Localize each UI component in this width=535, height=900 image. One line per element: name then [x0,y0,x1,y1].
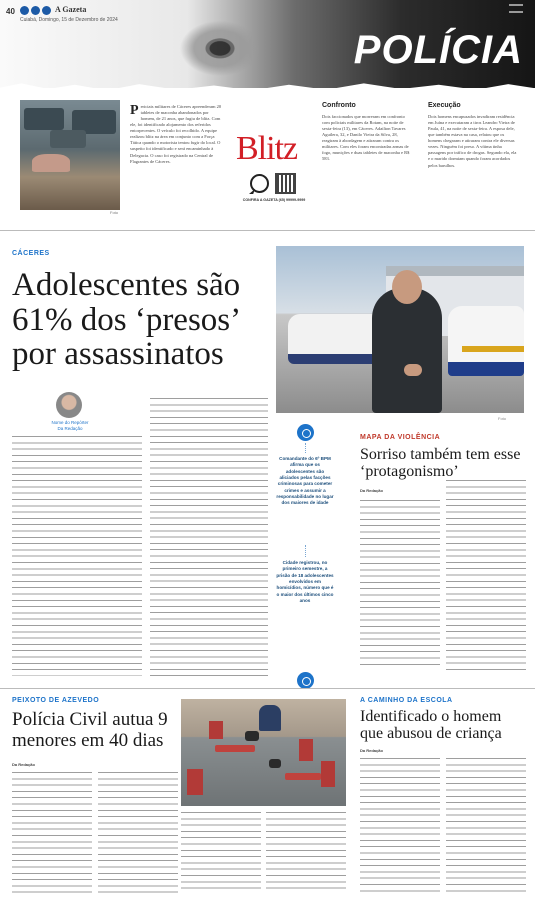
bottom-left-byline: Da Redação [12,762,35,767]
bottom-right-byline: Da Redação [360,748,383,753]
info-icon [297,672,314,689]
main-kicker: CÁCERES [12,250,50,257]
main-byline [30,420,110,432]
bottom-mid-col-1 [181,812,261,894]
newspaper-logo-icon [20,6,51,15]
section-header [0,0,535,88]
seized-drugs-photo [20,100,120,210]
police-officer-photo [276,246,524,413]
brief-lede [130,104,222,165]
bottom-mid-col-2 [266,812,346,894]
section-title: POLÍCIA [353,28,523,72]
qr-code-icon [275,173,296,194]
confronto-text: Dois faccionados que morreram em confronto com policiais militares da Rotam, na noite de sexta-feira (13), em Cáceres. Adailton Tavares Aguilera, 32, e Danilo Vieira da Silva, 28, reagiram à abordagem e atiraram contra os militares. Com eles foram encontradas armas de fogo, munições e duas tabletes de maconha e R$ 583. [322,114,410,162]
side-body-col-2 [446,480,526,670]
briefs-strip [0,96,535,226]
byline-name: Nome do Repórter [51,420,89,425]
brief-lede-text: ericiais militares de Cáceres apreenderam 20 tabletes de maconha abandonados por homem, de 21 anos, que fugiu de blitz. Com ele, foi identificado alojamento dos referidos entorpecentes. O veículo foi recolhido. A equipe realizou blitz na área em conjunto com a Força Tática quando o motorista tentou fugir do local. O suspeito foi identificado e será encaminhado à Delegacia. O caso foi registrado na Central de Flagrantes de Cáceres. [130,104,222,164]
bottom-right-kicker: A CAMINHO DA ESCOLA [360,697,453,704]
whatsapp-icon [250,174,269,193]
callout-1: Comandante do 6º BPM afirma que os adolescentes são aliciados pelas facções criminosas para cometer crimes e assumir a responsabilidade no lugar dos maiores de idade [276,456,334,506]
drug-bundles [32,154,70,172]
brief-photo-credit: Foto [110,210,119,215]
confronto-title: Confronto [322,102,356,109]
side-body-col-1 [360,500,440,670]
dateline: Cuiabá, Domingo, 15 de Dezembro de 2024 [20,17,118,23]
blitz-caption: CONFIRA A GAZETA (65) 99999-9999 [242,198,306,202]
bottom-right-headline: Identificado o homem que abusou de criança [360,708,502,743]
main-body-col-1 [12,436,142,676]
bottom-right-col-1 [360,758,440,894]
header-eye-image [150,0,290,88]
bottom-left-headline: Polícia Civil autua 9 menores em 40 dias [12,709,168,751]
bottom-right-col-2 [446,758,526,894]
main-body-col-2-end [150,650,268,670]
side-kicker: MAPA DA VIOLÊNCIA [360,434,441,441]
callout-2: Cidade registrou, no primeiro semestre, a prisão de 18 adolescentes envolvidos em homicídios, número que é o maior dos últimos cinco anos [276,560,334,603]
blitz-logo: Blitz [236,130,298,167]
main-body-col-2 [150,398,268,676]
bottom-left-col-1 [12,772,92,894]
side-byline: Da Redação [360,488,383,493]
divider [0,688,535,689]
dropcap: P [130,103,139,118]
divider [0,230,535,231]
dotted-divider [305,545,306,557]
main-headline: Adolescentes são 61% dos ‘presos’ por assassinatos [12,267,241,373]
page-number: 40 [6,7,15,16]
bottom-left-col-2 [98,772,178,894]
corner-mark-icon [509,4,523,13]
side-headline: Sorriso também tem esse ‘protagonismo’ [360,446,521,481]
dotted-divider [305,443,306,453]
main-photo-credit: Foto [498,416,507,421]
byline-role: Da Redação [57,425,83,431]
newspaper-name: A Gazeta [55,5,87,14]
crime-scene-photo [181,699,346,806]
execucao-text: Dois homens encapuzados invadiram residência em Juína e executaram a tiros Leandro Vieira de Paula, 41, na noite de sexta-feira. A esposa dele, que também estava na casa, relatou que os homens chegaram e atiraram contra ele diversas vezes. Ninguém foi preso. A vítima tinha passagens por tráfico de drogas. Segundo ela, ela e o marido dormiam quando foram acordados pelos barulhos. [428,114,517,168]
execucao-title: Execução [428,102,461,109]
bottom-left-kicker: PEIXOTO DE AZEVEDO [12,697,100,704]
author-avatar [56,392,82,418]
quote-icon [297,424,314,441]
